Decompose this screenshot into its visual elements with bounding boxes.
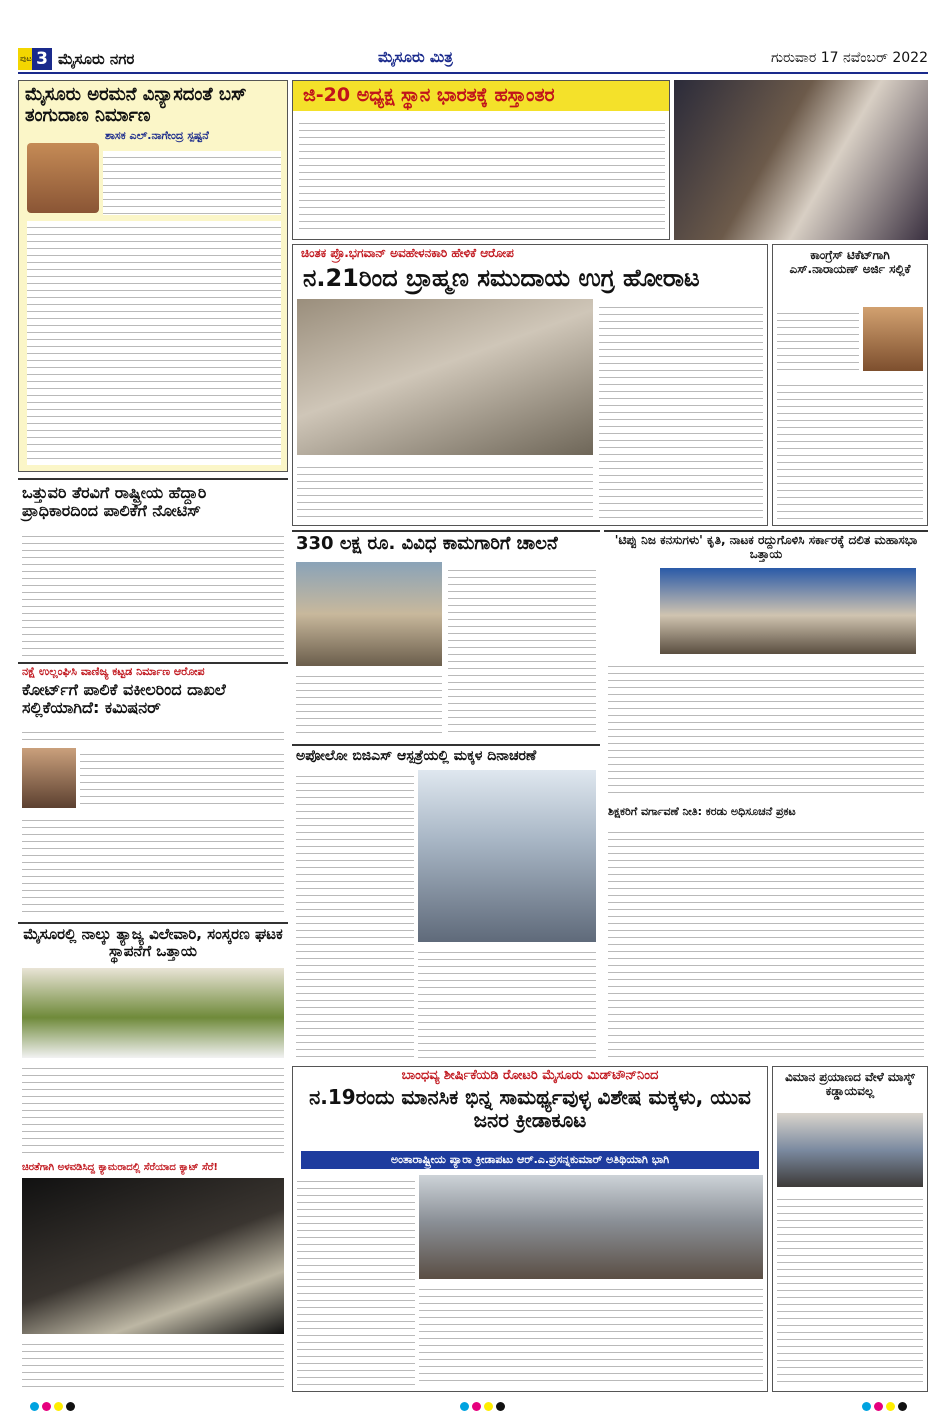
- waste-photo: [22, 968, 284, 1058]
- kicker: ಬಾಂಧವ್ಯ ಶೀರ್ಷಿಕೆಯಡಿ ರೋಟರಿ ಮೈಸೂರು ಮಿಡ್‌ಟೌನ್‌ನಿಂದ: [401, 1068, 659, 1083]
- body-text: [296, 670, 442, 738]
- body-text: [777, 307, 859, 373]
- candidate-photo: [863, 307, 923, 371]
- page-number: 3: [32, 48, 52, 70]
- headline: 'ಟಿಪ್ಪು ನಿಜ ಕನಸುಗಳು' ಕೃತಿ, ನಾಟಕ ರದ್ದುಗೊಳಿಸಿ ಸರ್ಕಾರಕ್ಕೆ ದಲಿತ ಮಹಾಸಭಾ ಒತ್ತಾಯ: [614, 533, 918, 561]
- body-text: [599, 301, 763, 521]
- yellow-dot: [484, 1402, 493, 1411]
- body-text: [22, 530, 284, 656]
- header-rule: [18, 72, 928, 74]
- registration-marks-right: [862, 1402, 907, 1411]
- article-brahmin: [292, 244, 768, 526]
- article-cctv: [18, 1160, 288, 1392]
- registration-marks-left: [30, 1402, 75, 1411]
- headline: 330 ಲಕ್ಷ ರೂ. ವಿವಿಧ ಕಾಮಗಾರಿಗೆ ಚಾಲನೆ: [296, 533, 558, 554]
- headline: ನ.21ರಿಂದ ಬ್ರಾಹ್ಮಣ ಸಮುದಾಯ ಉಗ್ರ ಹೋರಾಟ: [303, 263, 700, 292]
- article-works-330: [292, 530, 600, 740]
- body-text: [22, 814, 284, 916]
- body-text: [22, 726, 284, 744]
- mla-photo: [27, 143, 99, 213]
- article-mask: [772, 1066, 928, 1392]
- headline: ಅಪೋಲೋ ಬಿಜಿಎಸ್ ಆಸ್ಪತ್ರೆಯಲ್ಲಿ ಮಕ್ಕಳ ದಿನಾಚರಣೆ: [296, 748, 537, 764]
- magenta-dot: [874, 1402, 883, 1411]
- cctv-photo: [22, 1178, 284, 1334]
- article-sports: [292, 1066, 768, 1392]
- magenta-dot: [42, 1402, 51, 1411]
- g20-photo: [674, 80, 928, 240]
- section-name: ಮೈಸೂರು ನಗರ: [58, 50, 135, 68]
- body-text: [80, 748, 284, 810]
- magenta-dot: [472, 1402, 481, 1411]
- body-text: [296, 770, 414, 1060]
- body-text: [299, 117, 665, 235]
- children-photo: [418, 770, 596, 942]
- black-dot: [898, 1402, 907, 1411]
- subheadline-bar: ಅಂತಾರಾಷ್ಟ್ರೀಯ ಪ್ಯಾರಾ ಕ್ರೀಡಾಪಟು ಆರ್.ಎ.ಪ್ರಸನ್ನಕುಮಾರ್ ಅತಿಥಿಯಾಗಿ ಭಾಗಿ: [301, 1151, 759, 1169]
- protest-photo: [297, 299, 593, 455]
- page-badge: [18, 48, 52, 70]
- headline: ಚಿರತೆಗಾಗಿ ಅಳವಡಿಸಿದ್ದ ಕ್ಯಾಮರಾದಲ್ಲಿ ಸೆರೆಯಾದ ಕ್ಯಾಟ್ ಸೆರೆ!: [22, 1162, 218, 1173]
- yellow-dot: [54, 1402, 63, 1411]
- headline: ಒತ್ತುವರಿ ತೆರವಿಗೆ ರಾಷ್ಟ್ರೀಯ ಹೆದ್ದಾರಿ ಪ್ರಾಧಿಕಾರದಿಂದ ಪಾಲಿಕೆಗೆ ನೋಟಿಸ್: [22, 483, 207, 521]
- body-text: [777, 379, 923, 521]
- body-text: [22, 1062, 284, 1156]
- cyan-dot: [30, 1402, 39, 1411]
- works-photo: [296, 562, 442, 666]
- headline: ಕೋರ್ಟ್‌ಗೆ ಪಾಲಿಕೆ ವಕೀಲರಿಂದ ದಾಖಲೆ ಸಲ್ಲಿಕೆಯಾಗಿದೆ: ಕಮಿಷನರ್: [22, 679, 226, 718]
- kicker: ಚಿಂತಕ ಪ್ರೊ.ಭಗವಾನ್ ಅವಹೇಳನಕಾರಿ ಹೇಳಿಕೆ ಆರೋಪ: [301, 246, 514, 260]
- commissioner-photo: [22, 748, 76, 808]
- cyan-dot: [460, 1402, 469, 1411]
- article-court: [18, 662, 288, 918]
- article-education-policy: [604, 804, 928, 1064]
- article-waste-units: [18, 922, 288, 1158]
- body-text: [297, 461, 593, 521]
- tipu-photo: [660, 568, 916, 654]
- headline: ವಿಮಾನ ಪ್ರಯಾಣದ ವೇಳೆ ಮಾಸ್ಕ್ ಕಡ್ಡಾಯವಲ್ಲ: [785, 1070, 915, 1098]
- article-g20: [292, 80, 670, 240]
- page-label: ಪುಟ: [20, 54, 32, 63]
- plane-photo: [777, 1113, 923, 1187]
- body-text: [27, 221, 281, 465]
- cyan-dot: [862, 1402, 871, 1411]
- body-text: [608, 826, 924, 1060]
- body-text: [419, 1283, 763, 1387]
- headline: ನ.19ರಂದು ಮಾನಸಿಕ ಭಿನ್ನ ಸಾಮರ್ಥ್ಯವುಳ್ಳ ವಿಶೇಷ ಮಕ್ಕಳು, ಯುವ ಜನರ ಕ್ರೀಡಾಕೂಟ: [309, 1084, 751, 1132]
- headline: ಮೈಸೂರಲ್ಲಿ ನಾಲ್ಕು ತ್ಯಾಜ್ಯ ವಿಲೇವಾರಿ, ಸಂಸ್ಕರಣ ಘಟಕ ಸ್ಥಾಪನೆಗೆ ಒತ್ತಾಯ: [23, 925, 283, 961]
- headline: ಜಿ-20 ಅಧ್ಯಕ್ಷ ಸ್ಥಾನ ಭಾರತಕ್ಕೆ ಹಸ್ತಾಂತರ: [293, 81, 669, 111]
- article-congress-ticket: [772, 244, 928, 526]
- body-text: [608, 660, 924, 798]
- issue-date: ಗುರುವಾರ 17 ನವೆಂಬರ್ 2022: [771, 50, 928, 66]
- masthead: ಮೈಸೂರು ಮಿತ್ರ: [378, 48, 453, 66]
- article-tipu-drama: [604, 530, 928, 800]
- article-highway-notice: [18, 478, 288, 658]
- black-dot: [66, 1402, 75, 1411]
- subheadline: ಶಾಸಕ ಎಲ್.ನಾಗೇಂದ್ರ ಸ್ಪಷ್ಟನೆ: [105, 129, 209, 143]
- black-dot: [496, 1402, 505, 1411]
- yellow-dot: [886, 1402, 895, 1411]
- headline: ಶಿಕ್ಷಕರಿಗೆ ವರ್ಗಾವಣೆ ನೀತಿ: ಕರಡು ಅಧಿಸೂಚನೆ ಪ್ರಕಟ: [608, 805, 796, 818]
- headline: ಮೈಸೂರು ಅರಮನೆ ವಿನ್ಯಾಸದಂತೆ ಬಸ್ ತಂಗುದಾಣ ನಿರ್ಮಾಣ: [25, 84, 247, 126]
- body-text: [103, 151, 281, 215]
- body-text: [448, 564, 596, 738]
- headline: ಕಾಂಗ್ರೆಸ್ ಟಿಕೆಟ್‌ಗಾಗಿ ಎಸ್.ನಾರಾಯಣ್ ಅರ್ಜಿ ಸಲ್ಲಿಕೆ: [789, 248, 911, 276]
- sports-photo: [419, 1175, 763, 1279]
- body-text: [777, 1193, 923, 1387]
- page-header: [18, 48, 928, 70]
- article-apollo: [292, 744, 600, 1064]
- kicker: ನಕ್ಷೆ ಉಲ್ಲಂಘಿಸಿ ವಾಣಿಜ್ಯ ಕಟ್ಟಡ ನಿರ್ಮಾಣ ಆರೋಪ: [22, 665, 205, 678]
- registration-marks-center: [460, 1402, 505, 1411]
- body-text: [297, 1175, 415, 1387]
- body-text: [418, 946, 596, 1060]
- body-text: [22, 1338, 284, 1388]
- article-palace-bus: [18, 80, 288, 472]
